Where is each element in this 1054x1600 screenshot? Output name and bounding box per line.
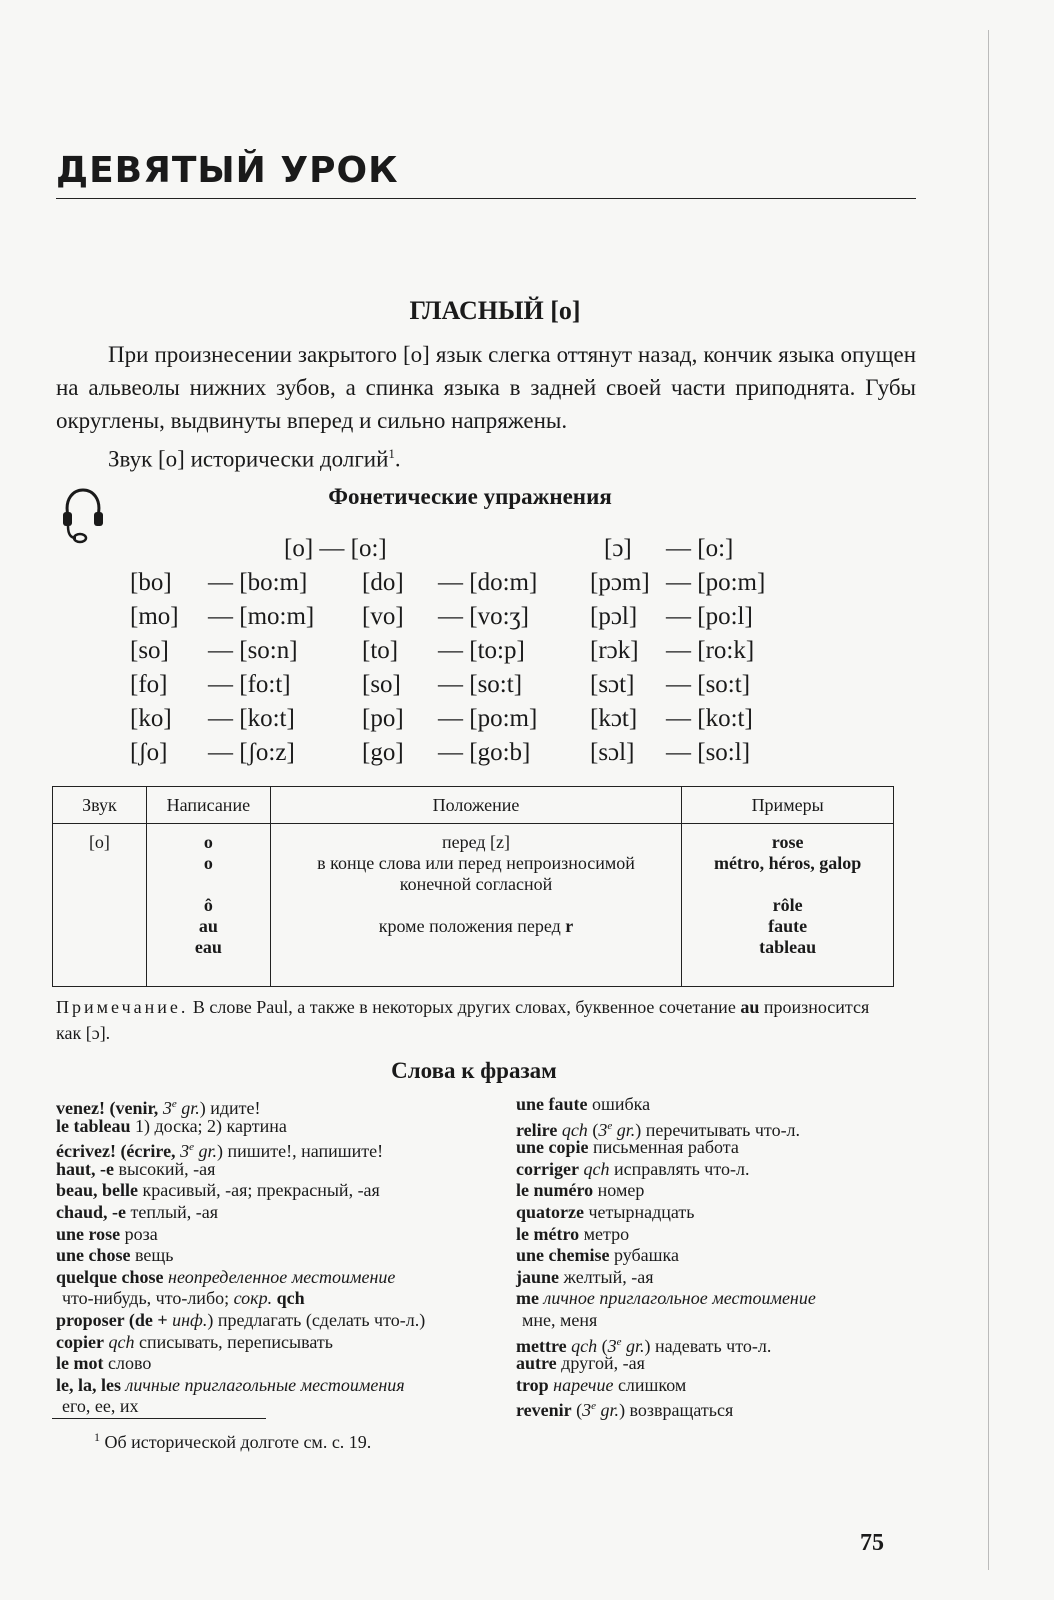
vocab-segment: личные приглагольные местоимения (121, 1374, 405, 1395)
example-value: métro, héros, galop (713, 853, 862, 873)
vocab-entry (516, 1310, 816, 1332)
title-rule (56, 198, 916, 199)
vocab-segment: une chose (56, 1245, 131, 1266)
table-header-cell: Примеры (682, 787, 894, 824)
phonetic-item: [kɔt] (590, 705, 638, 732)
position-text: кроме положения перед (378, 916, 566, 936)
vocab-segment: autre (516, 1353, 557, 1374)
vocab-entry (56, 1353, 425, 1375)
vocab-segment: его, ее, их (62, 1396, 139, 1417)
vocab-segment: quatorze (516, 1201, 584, 1222)
position-value: перед [z] (442, 832, 511, 852)
phonetic-item: — [ko:t] (208, 705, 295, 732)
vocab-entry (56, 1180, 425, 1202)
position-value (271, 916, 681, 937)
vocab-segment: venez! (venir, (56, 1098, 163, 1118)
example-value: tableau (759, 937, 817, 957)
section-title: ГЛАСНЫЙ [o] (409, 296, 581, 325)
vocab-segment: ошибка (587, 1094, 651, 1114)
vocab-entry (56, 1396, 425, 1418)
vocab-entry (56, 1245, 425, 1267)
vocab-segment: qch (557, 1119, 588, 1140)
table-header-cell: Положение (270, 787, 681, 824)
vocab-segment: gr. (596, 1400, 620, 1421)
vocab-segment: qch (578, 1158, 610, 1179)
phonetic-item: [ko] (130, 705, 172, 732)
phonetic-col3-short (590, 566, 650, 770)
footnote (94, 1430, 371, 1453)
vocab-segment: e (591, 1400, 597, 1413)
position-value: в конце слова или перед непроизносимой (317, 853, 635, 873)
phonetic-item: — [po:m] (666, 569, 766, 596)
vocab-segment: qch (103, 1331, 135, 1352)
spelling-value: o (203, 853, 213, 873)
vocab-segment: revenir (516, 1400, 572, 1421)
phonetic-item: [so] (130, 637, 169, 664)
spacer (271, 895, 681, 916)
footnote-text: Об исторической долготе см. с. 19. (100, 1432, 372, 1452)
vocab-segment: ) возвращаться (619, 1400, 734, 1421)
phonetic-item: [fo] (130, 671, 168, 698)
vocab-segment: gr. (621, 1335, 645, 1356)
vocab-segment: инф. (172, 1309, 208, 1330)
position-cell (270, 824, 681, 987)
vocab-entry (516, 1094, 816, 1116)
vocab-segment: что-нибудь, что-либо; (62, 1288, 234, 1309)
position-letter: r (565, 916, 574, 936)
footnote-rule (52, 1418, 266, 1419)
spacer (682, 874, 893, 895)
phonetic-item: [po] (362, 705, 404, 732)
vocab-segment: e (171, 1098, 177, 1110)
vocab-segment: jaune (516, 1266, 560, 1287)
vocab-segment: 1) доска; 2) картина (130, 1115, 287, 1136)
vocab-segment: метро (579, 1223, 630, 1244)
spelling-value: eau (194, 937, 222, 957)
phonetic-col1-short (130, 566, 179, 770)
phonetic-item: — [so:t] (438, 671, 523, 698)
example-value: faute (768, 916, 808, 936)
intro-paragraph: При произнесении закрытого [o] язык слегка оттянут назад, кончик языка опущен на альвеолы нижних зубов, а спинка языка в задней своей части приподнята. Губы округлены, выдвинуты вперед и сильно напряжены. (56, 342, 916, 433)
vocab-heading: Слова к фразам (391, 1058, 557, 1083)
vocab-segment: неопределенное местоимение (163, 1266, 396, 1287)
vocab-segment: высокий, -ая (114, 1158, 216, 1179)
phonetic-item: [do] (362, 569, 404, 596)
phonetic-col2-short (362, 566, 404, 770)
vocab-segment: gr. (612, 1119, 636, 1140)
note-label: Примечание. (56, 997, 189, 1017)
vocab-entry (516, 1159, 816, 1181)
page-number: 75 (860, 1530, 884, 1556)
vocab-right-column (516, 1094, 816, 1421)
vocab-segment: письменная работа (588, 1137, 739, 1158)
phonetic-item: [pɔl] (590, 603, 638, 630)
vocab-entry (56, 1116, 425, 1138)
phonetic-item: — [so:l] (666, 739, 751, 766)
phonetic-col3-header-left: [ɔ] (604, 535, 632, 562)
note (56, 994, 892, 1046)
phonetic-item: — [vo:ʒ] (438, 603, 529, 630)
vocab-segment: le numéro (516, 1180, 594, 1201)
vocab-segment: trop (516, 1374, 549, 1395)
vocab-segment: ) предлагать (сделать что-л.) (207, 1309, 426, 1330)
vocab-left-column (56, 1094, 425, 1418)
vocab-segment: ( (571, 1400, 583, 1421)
vocab-entry (56, 1310, 425, 1332)
vocab-segment: красивый, -ая; прекрасный, -ая (138, 1180, 380, 1201)
vocab-segment: теплый, -ая (126, 1201, 218, 1222)
phonetic-item: — [ʃo:z] (208, 739, 295, 766)
note-text: В слове Paul, а также в некоторых других словах, буквенное сочетание (188, 997, 741, 1017)
vocab-segment: слишком (613, 1374, 687, 1395)
phonetic-item: [sɔt] (590, 671, 635, 698)
vocab-segment: 3 (607, 1335, 617, 1356)
phonetic-item: — [po:l] (666, 603, 753, 630)
vocab-segment: e (189, 1141, 194, 1154)
phonetic-col3-header-right: — [o:] (666, 535, 734, 562)
phonetics-heading: Фонетические упражнения (328, 484, 612, 509)
phonetic-item: [pɔm] (590, 569, 650, 596)
spelling-value: ô (203, 895, 213, 915)
vocab-entry (516, 1375, 816, 1397)
vocab-segment: рубашка (609, 1245, 679, 1266)
phonetic-item: — [do:m] (438, 569, 538, 596)
phonetic-item: — [so:t] (666, 671, 751, 698)
phonetic-item: — [po:m] (438, 705, 538, 732)
vocab-segment: наречие (548, 1374, 614, 1395)
intro-line2 (56, 437, 916, 476)
vocab-segment: 3 (162, 1098, 172, 1118)
intro-text (56, 338, 916, 476)
vocab-segment: сокр. (233, 1288, 273, 1309)
vocab-segment: le mot (56, 1353, 104, 1374)
phonetic-item: — [so:n] (208, 637, 298, 664)
vocab-segment: ) пишите!, напишите! (216, 1141, 384, 1162)
vocab-segment: четырнадцать (583, 1201, 695, 1222)
vocab-segment: gr. (176, 1098, 200, 1118)
sound-cell (53, 824, 147, 987)
vocab-segment: вещь (130, 1245, 174, 1266)
vocab-segment: beau, belle (56, 1180, 139, 1201)
example-value: rose (771, 832, 804, 852)
vocab-entry (516, 1353, 816, 1375)
phonetic-col3-long (666, 566, 765, 770)
vocab-segment: другой, -ая (556, 1353, 645, 1374)
lesson-title: ДЕВЯТЫЙ УРОК (56, 150, 399, 191)
vocab-segment: une faute (516, 1094, 588, 1114)
vocab-entry (516, 1396, 816, 1421)
phonetic-item: [sɔl] (590, 739, 635, 766)
footnote-ref: 1 (388, 446, 395, 461)
vocab-entry (56, 1224, 425, 1246)
vocab-segment: 3 (180, 1141, 190, 1162)
vocab-segment: me (516, 1288, 539, 1309)
phonetic-item: [vo] (362, 603, 404, 630)
vocab-segment: e (616, 1335, 622, 1348)
footnote-mark: 1 (94, 1430, 100, 1444)
phonetic-item: — [mo:m] (208, 603, 315, 630)
table-header-row (53, 787, 894, 824)
vocab-entry (516, 1180, 816, 1202)
phonetic-item: — [go:b] (438, 739, 531, 766)
vocab-segment: слово (103, 1353, 152, 1374)
vocab-entry (516, 1267, 816, 1289)
vocab-segment: e (607, 1119, 613, 1132)
vocab-segment: une rose (56, 1223, 121, 1244)
table-header-cell: Написание (146, 787, 270, 824)
vocab-segment: quelque chose (56, 1266, 164, 1287)
vocab-segment: личное приглагольное местоимение (538, 1288, 816, 1309)
phonetic-item: — [to:p] (438, 637, 525, 664)
phonetic-item: [ʃo] (130, 739, 168, 766)
table-row (53, 824, 894, 987)
vocab-entry (516, 1245, 816, 1267)
table-header-cell: Звук (53, 787, 147, 824)
vocab-segment: ) идите! (199, 1098, 261, 1118)
vocab-segment: gr. (193, 1141, 217, 1162)
vocab-segment: 3 (598, 1119, 608, 1140)
vocab-segment: ( (597, 1335, 608, 1356)
intro-line2-text: Звук [o] исторически долгий (108, 446, 389, 472)
vocab-entry (56, 1094, 425, 1116)
example-value: rôle (772, 895, 803, 915)
vocab-segment: мне, меня (522, 1309, 598, 1330)
spelling-value: o (203, 832, 213, 852)
phonetic-item: [mo] (130, 603, 179, 630)
vocab-segment: qch (272, 1288, 305, 1309)
phonetic-item: [so] (362, 671, 401, 698)
vocab-segment: le, la, les (56, 1374, 121, 1395)
vocab-segment: 3 (582, 1400, 592, 1421)
spelling-value: au (198, 916, 218, 936)
vocab-segment: haut, -e (56, 1158, 114, 1179)
vocab-entry (56, 1267, 425, 1289)
position-value: конечной согласной (399, 874, 553, 894)
vocab-entry (56, 1288, 425, 1310)
phonetic-col2-header: [o] — [o:] (284, 535, 387, 562)
vocab-entry (56, 1137, 425, 1162)
vocab-segment: ( (587, 1119, 599, 1140)
vocab-entry (56, 1159, 425, 1181)
vocab-entry (516, 1137, 816, 1159)
vocab-segment: номер (593, 1180, 645, 1201)
page-edge (988, 30, 989, 1570)
phonetic-item: [to] (362, 637, 399, 664)
phonetic-item: [bo] (130, 569, 172, 596)
vocab-segment: copier (56, 1331, 104, 1352)
vocab-entry (516, 1288, 816, 1310)
vocab-segment: желтый, -ая (559, 1266, 654, 1287)
vocab-segment: corriger (516, 1158, 579, 1179)
vocab-entry (56, 1375, 425, 1397)
phonetic-col2-long (438, 566, 537, 770)
vocab-entry (56, 1332, 425, 1354)
vocab-segment: relire (516, 1119, 558, 1140)
vocab-segment: роза (120, 1223, 158, 1244)
vocab-segment: mettre (516, 1335, 567, 1356)
phonetic-item: [rɔk] (590, 637, 639, 664)
vocab-entry (516, 1116, 816, 1138)
sound-value: [o] (88, 832, 110, 852)
note-text-end: произносится как [ɔ]. (56, 997, 870, 1043)
vocab-segment: proposer (de + (56, 1309, 173, 1330)
phonetic-item: — [fo:t] (208, 671, 291, 698)
vocab-segment: ) перечитывать что-л. (635, 1119, 801, 1140)
examples-cell (682, 824, 894, 987)
vocab-segment: le métro (516, 1223, 580, 1244)
vocab-segment: écrivez! (écrire, (56, 1141, 181, 1162)
vocab-segment: le tableau (56, 1115, 131, 1136)
phonetic-item: [go] (362, 739, 404, 766)
vocab-segment: исправлять что-л. (609, 1158, 750, 1179)
vocab-segment: ) надевать что-л. (644, 1335, 772, 1356)
spacer (147, 874, 270, 895)
phonetic-item: — [bo:m] (208, 569, 308, 596)
vocab-segment: une chemise (516, 1245, 610, 1266)
phonetic-item: — [ko:t] (666, 705, 753, 732)
vocab-segment: qch (566, 1335, 598, 1356)
note-bold: au (740, 997, 760, 1017)
phonetic-col1-long (208, 566, 314, 770)
spelling-cell (146, 824, 270, 987)
spelling-table (52, 786, 894, 987)
phonetic-item: — [ro:k] (666, 637, 755, 664)
vocab-entry (516, 1332, 816, 1354)
vocab-segment: chaud, -e (56, 1201, 127, 1222)
vocab-segment: списывать, переписывать (134, 1331, 334, 1352)
vocab-segment: une copie (516, 1137, 589, 1158)
vocab-entry (56, 1202, 425, 1224)
vocab-entry (516, 1202, 816, 1224)
intro-line2-end: . (394, 446, 401, 472)
vocab-entry (516, 1224, 816, 1246)
